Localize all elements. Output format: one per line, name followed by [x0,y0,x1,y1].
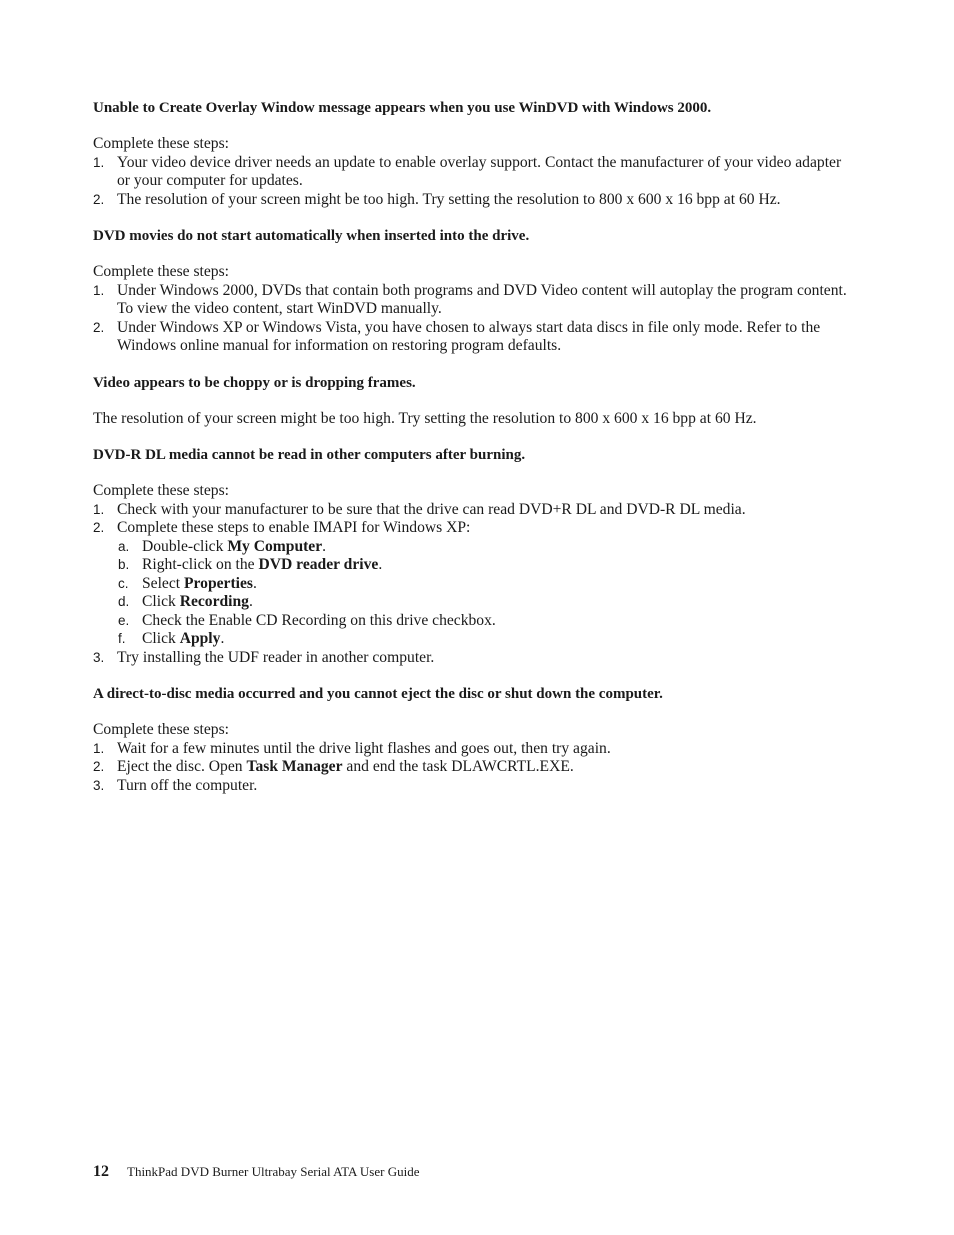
substep-text-post: . [220,630,225,647]
step-item [93,191,853,210]
substep-text-post: . [253,574,257,592]
step-item [93,319,853,356]
ui-term: My Computer [227,537,323,555]
steps-intro: Complete these steps: [93,263,229,280]
ui-term: DVD reader drive [258,556,379,573]
substep-letter: f. [118,631,126,646]
section-dvd-r-dl [93,446,853,667]
substep-text-post: . [248,593,253,610]
substep-letter: b. [118,557,130,572]
steps-list [93,501,853,668]
step-text: Check with your manufacturer to be sure that the drive can read DVD+R DL and DVD-R DL media. [117,500,746,518]
step-text: Your video device driver needs an update to enable overlay support. Contact the manufacturer of your video adapter or your computer for updates. [117,153,842,189]
step-item [93,777,853,796]
steps-list [93,154,853,210]
section-heading: Unable to Create Overlay Window message appears when you use WinDVD with Windows 2000. [93,100,712,116]
ui-term: Apply [179,630,221,647]
step-text: Under Windows XP or Windows Vista, you have chosen to always start data discs in file only mode. Refer to the Windows online manual for information on restoring program defaults. [117,318,821,354]
substep-text-post: . [322,537,327,555]
substep-item [93,593,853,612]
substep-letter: e. [118,612,130,628]
step-text: The resolution of your screen might be too high. Try setting the resolution to 800 x 600 x 16 bpp at 60 Hz. [117,190,781,208]
section-heading: A direct-to-disc media occurred and you cannot eject the disc or shut down the computer. [93,686,663,702]
ui-term: Recording [179,593,249,610]
section-heading: Video appears to be choppy or is dropping frames. [93,374,416,391]
steps-intro: Complete these steps: [93,135,229,152]
step-item [93,758,853,777]
step-text-post: and end the task DLAWCRTL.EXE. [342,758,574,775]
substep-item [93,575,853,594]
substep-text-pre: Right-click on the [142,556,259,573]
step-text-pre: Eject the disc. Open [117,758,247,775]
substep-text: Check the Enable CD Recording on this drive checkbox. [142,611,496,629]
step-number: 2. [93,319,105,335]
section-dvd-autoplay [93,227,853,356]
step-number: 1. [93,282,105,298]
step-number: 1. [93,740,105,756]
step-text: Wait for a few minutes until the drive light flashes and goes out, then try again. [117,739,611,757]
step-text: Turn off the computer. [117,776,258,794]
step-text: Under Windows 2000, DVDs that contain both programs and DVD Video content will autoplay the program content. To view the video content, start WinDVD manually. [117,281,847,317]
document-body [93,99,853,813]
page-number: 12 [93,1163,109,1180]
document-title: ThinkPad DVD Burner Ultrabay Serial ATA User Guide [127,1164,420,1179]
step-number: 1. [93,154,105,170]
substep-item [93,556,853,575]
steps-intro: Complete these steps: [93,482,229,499]
step-item [93,154,853,191]
step-item [93,282,853,319]
section-heading: DVD-R DL media cannot be read in other computers after burning. [93,447,526,463]
substep-text-pre: Click [142,630,180,647]
substep-item [93,538,853,557]
substep-item [93,630,853,649]
step-number: 3. [93,777,105,793]
substep-letter: a. [118,538,130,554]
step-number: 2. [93,520,105,535]
step-item [93,501,853,520]
section-choppy-video [93,374,853,429]
step-number: 2. [93,759,105,774]
section-overlay-window [93,99,853,209]
page-footer [93,1163,420,1181]
steps-list [93,740,853,796]
substep-text-pre: Click [142,593,180,610]
substep-item [93,612,853,631]
step-text: Try installing the UDF reader in another computer. [117,648,435,666]
substep-text-post: . [378,556,383,573]
steps-list [93,282,853,356]
section-heading: DVD movies do not start automatically when inserted into the drive. [93,228,530,244]
step-text: Complete these steps to enable IMAPI for Windows XP: [117,519,471,536]
step-number: 3. [93,649,105,665]
step-item [93,519,853,538]
step-item [93,649,853,668]
step-number: 1. [93,501,105,517]
substep-letter: c. [118,575,129,591]
steps-intro: Complete these steps: [93,721,229,738]
ui-term: Task Manager [246,758,343,775]
section-direct-to-disc [93,685,853,795]
ui-term: Properties [184,574,253,592]
step-number: 2. [93,191,105,207]
section-body: The resolution of your screen might be too high. Try setting the resolution to 800 x 600 x 16 bpp at 60 Hz. [93,409,757,427]
substep-text-pre: Double-click [142,537,228,555]
step-item [93,740,853,759]
substep-text-pre: Select [142,574,184,592]
substep-letter: d. [118,594,130,609]
